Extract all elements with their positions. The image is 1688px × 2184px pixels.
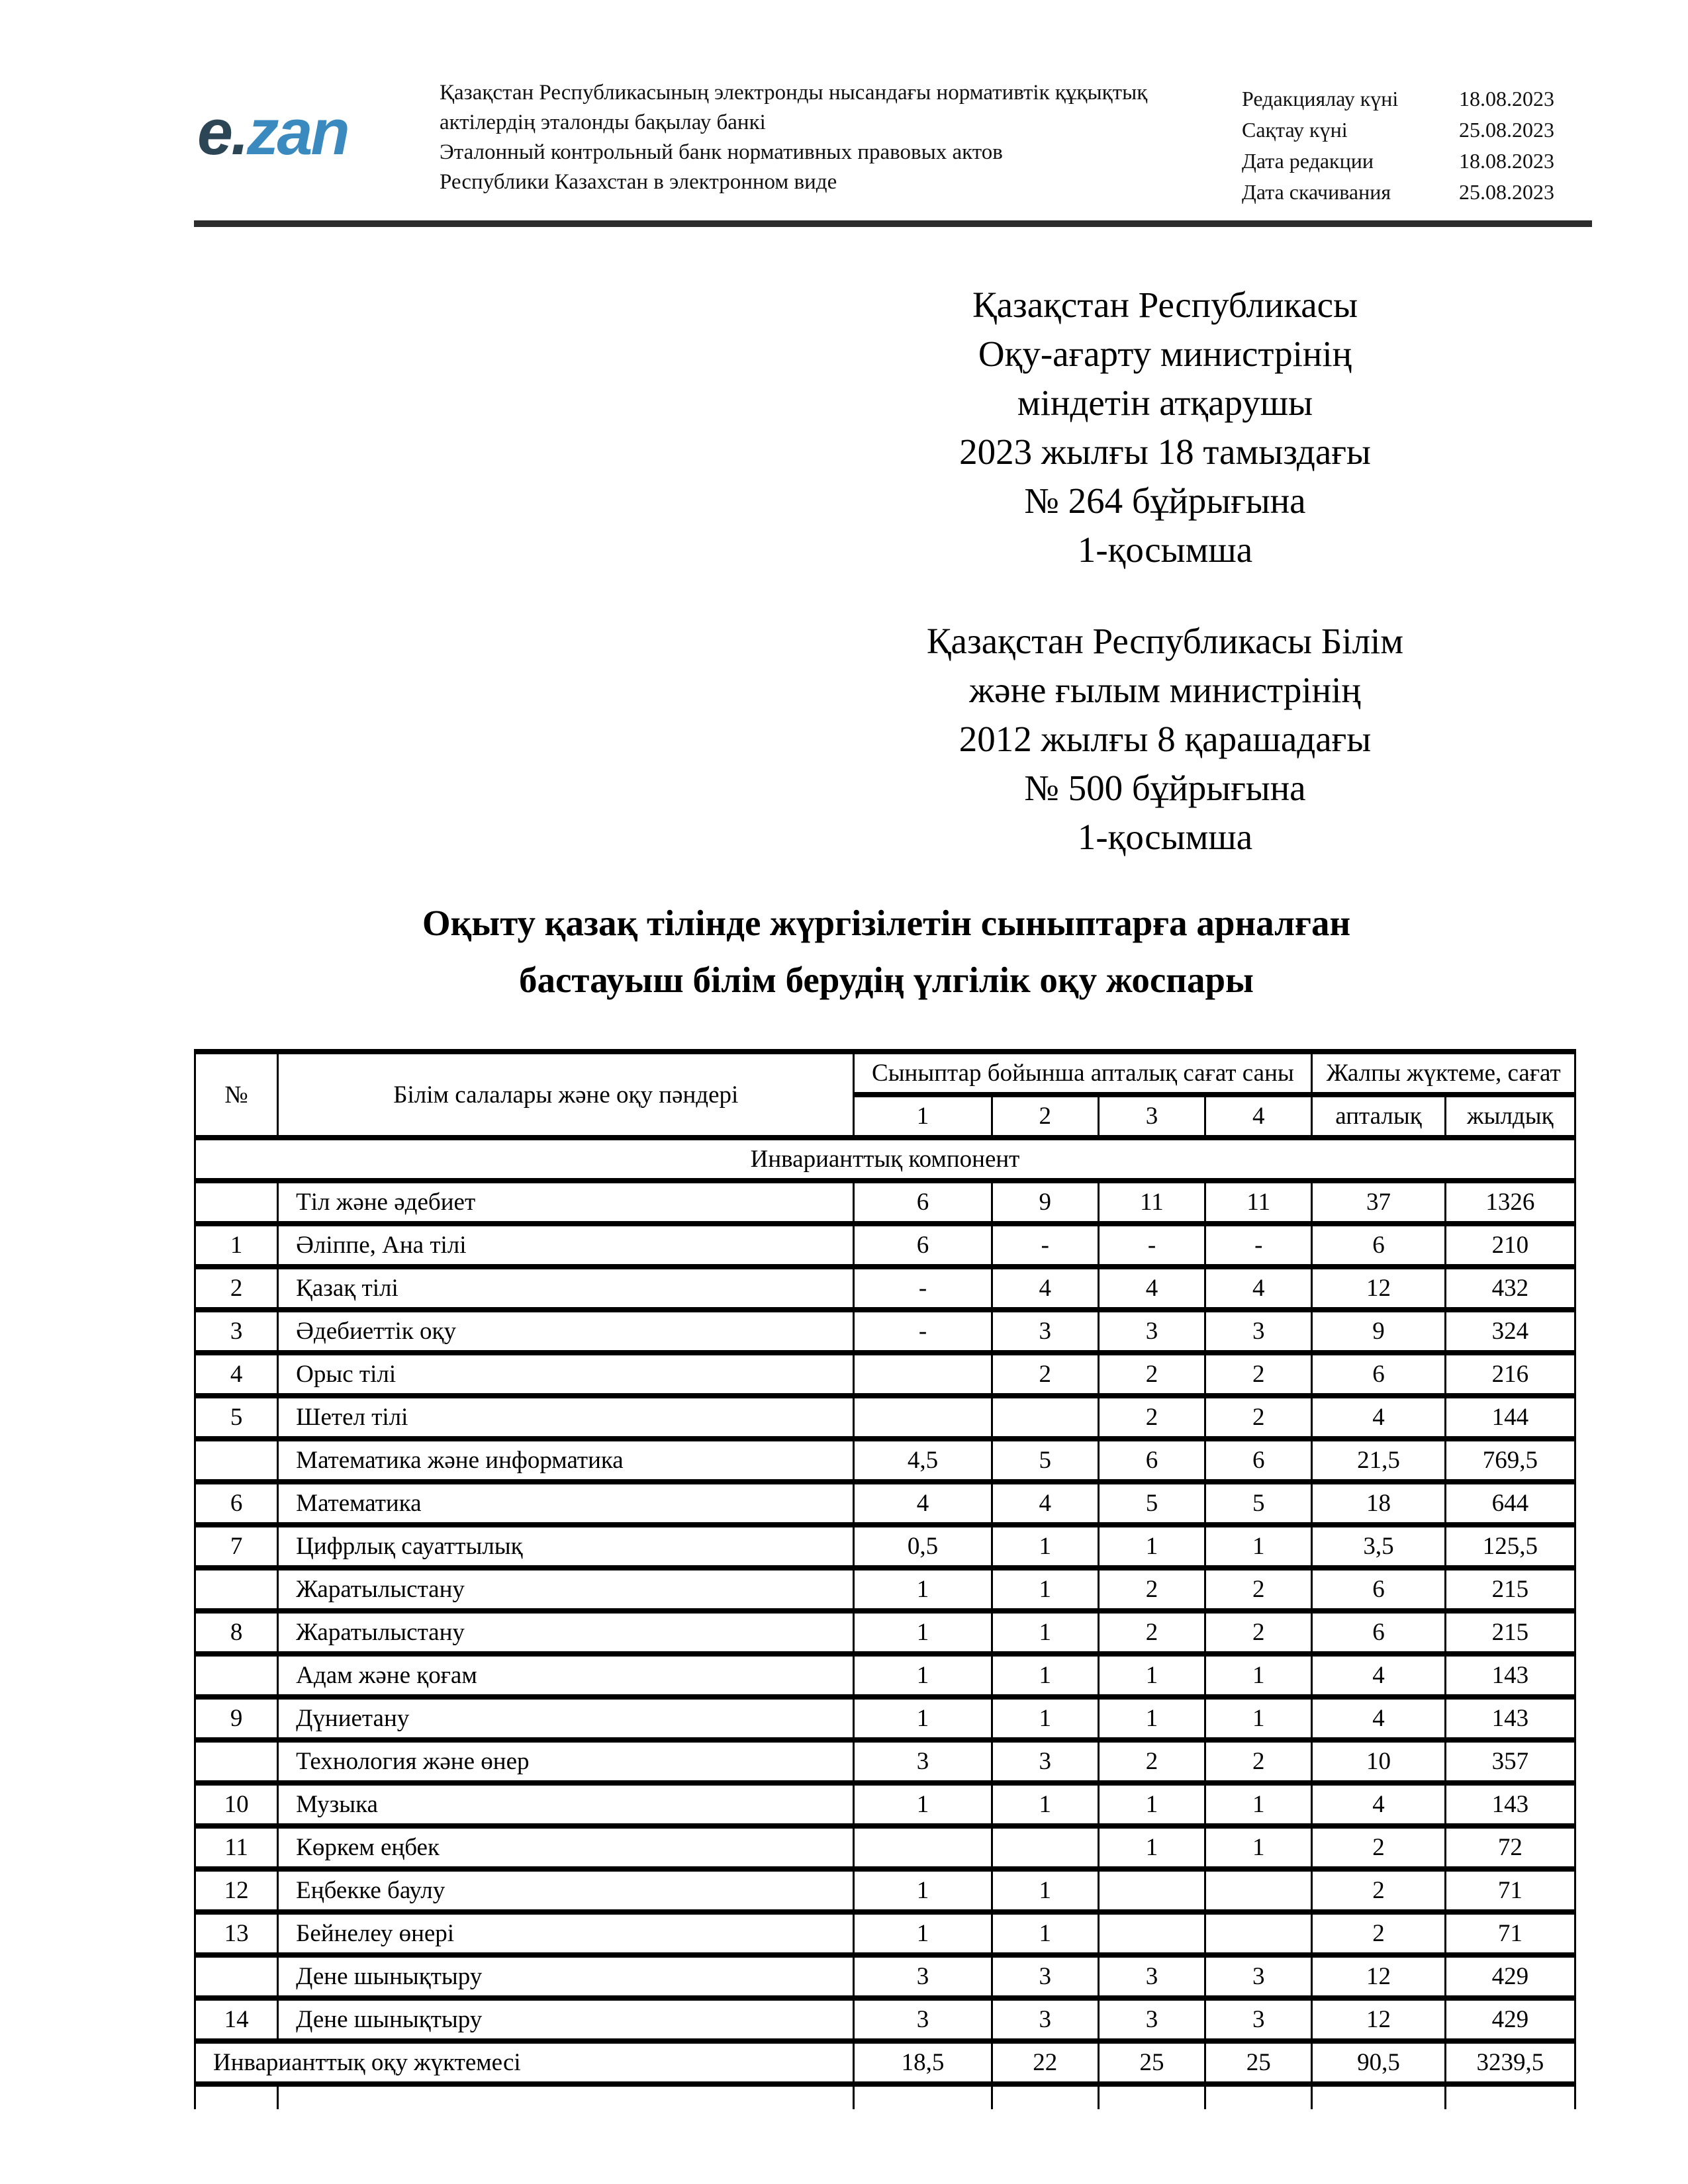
value-cell: 6 bbox=[854, 1224, 992, 1267]
value-cell: 6 bbox=[1312, 1353, 1445, 1396]
value-cell: 12 bbox=[1312, 1998, 1445, 2041]
subject-cell: Тіл және әдебиет bbox=[278, 1181, 854, 1224]
value-cell: 1 bbox=[992, 1611, 1098, 1654]
value-cell: 10 bbox=[1312, 1740, 1445, 1783]
row-num-cell bbox=[195, 1439, 278, 1482]
appendix-line: 1-қосымша bbox=[1077, 817, 1253, 857]
value-cell: 1 bbox=[854, 1611, 992, 1654]
row-num-cell: 9 bbox=[195, 1697, 278, 1740]
value-cell: 3 bbox=[992, 1998, 1098, 2041]
subject-cell: Орыс тілі bbox=[278, 1353, 854, 1396]
table-row bbox=[195, 1697, 1575, 1740]
total-value: 25 bbox=[1098, 2041, 1205, 2084]
bank-line: Республики Казахстан в электронном виде bbox=[440, 170, 837, 194]
value-cell: 21,5 bbox=[1312, 1439, 1445, 1482]
value-cell: 9 bbox=[1312, 1310, 1445, 1353]
value-cell: 3 bbox=[1205, 1955, 1312, 1998]
value-cell: 432 bbox=[1445, 1267, 1575, 1310]
value-cell: 2 bbox=[1098, 1396, 1205, 1439]
value-cell: 4 bbox=[1312, 1654, 1445, 1697]
table-row bbox=[195, 1826, 1575, 1869]
row-num-cell: 10 bbox=[195, 1783, 278, 1826]
value-cell: 2 bbox=[1098, 1740, 1205, 1783]
value-cell: 4 bbox=[1312, 1697, 1445, 1740]
value-cell: 1 bbox=[992, 1697, 1098, 1740]
value-cell: 0,5 bbox=[854, 1525, 992, 1568]
subject-cell: Математика bbox=[278, 1482, 854, 1525]
header-classes-group: Сыныптар бойынша апталық сағат саны bbox=[854, 1052, 1312, 1095]
value-cell: 1 bbox=[1205, 1654, 1312, 1697]
value-cell: 1 bbox=[992, 1654, 1098, 1697]
appendix-line: № 500 бұйрығына bbox=[1024, 768, 1306, 808]
value-cell: 1 bbox=[1205, 1525, 1312, 1568]
value-cell: 2 bbox=[1205, 1611, 1312, 1654]
title-line: бастауыш білім берудің үлгілік оқу жоспары bbox=[519, 960, 1254, 1000]
value-cell: 125,5 bbox=[1445, 1525, 1575, 1568]
value-cell: 3 bbox=[992, 1310, 1098, 1353]
curriculum-table bbox=[194, 1049, 1576, 2109]
appendix-line: 1-қосымша bbox=[1077, 529, 1253, 570]
value-cell: 1 bbox=[1098, 1826, 1205, 1869]
value-cell: 71 bbox=[1445, 1912, 1575, 1955]
appendix-line: 2023 жылғы 18 тамыздағы bbox=[959, 432, 1371, 472]
total-value: 22 bbox=[992, 2041, 1098, 2084]
value-cell: 9 bbox=[992, 1181, 1098, 1224]
table-row bbox=[195, 1439, 1575, 1482]
value-cell: 1 bbox=[992, 1525, 1098, 1568]
bank-line: актілердің эталонды бақылау банкі bbox=[440, 111, 766, 134]
header-num: № bbox=[195, 1052, 278, 1138]
total-label: Инварианттық оқу жүктемесі bbox=[195, 2041, 854, 2084]
value-cell: 357 bbox=[1445, 1740, 1575, 1783]
ezan-logo-zan: zan bbox=[246, 96, 348, 168]
value-cell: 4,5 bbox=[854, 1439, 992, 1482]
subject-cell: Адам және қоғам bbox=[278, 1654, 854, 1697]
dates-values bbox=[1459, 83, 1554, 208]
row-num-cell: 5 bbox=[195, 1396, 278, 1439]
value-cell: 6 bbox=[1312, 1611, 1445, 1654]
row-num-cell bbox=[195, 1654, 278, 1697]
value-cell: 3 bbox=[854, 1740, 992, 1783]
appendix-line: міндетін атқарушы bbox=[1017, 383, 1313, 423]
value-cell: 429 bbox=[1445, 1955, 1575, 1998]
header-yearly: жылдық bbox=[1445, 1095, 1575, 1138]
value-cell: 37 bbox=[1312, 1181, 1445, 1224]
row-num-cell: 2 bbox=[195, 1267, 278, 1310]
value-cell: 2 bbox=[1205, 1568, 1312, 1611]
value-cell: 1 bbox=[1098, 1525, 1205, 1568]
subject-cell: Жаратылыстану bbox=[278, 1568, 854, 1611]
bank-description bbox=[440, 78, 1147, 197]
value-cell: 2 bbox=[1205, 1396, 1312, 1439]
subject-cell: Технология және өнер bbox=[278, 1740, 854, 1783]
subject-cell: Еңбекке баулу bbox=[278, 1869, 854, 1912]
appendix-line: және ғылым министрінің bbox=[969, 670, 1361, 710]
value-cell: 6 bbox=[1205, 1439, 1312, 1482]
value-cell: 18 bbox=[1312, 1482, 1445, 1525]
table-row bbox=[195, 1568, 1575, 1611]
subject-cell: Дүниетану bbox=[278, 1697, 854, 1740]
value-cell: 4 bbox=[1098, 1267, 1205, 1310]
header-class-4: 4 bbox=[1205, 1095, 1312, 1138]
value-cell: 12 bbox=[1312, 1955, 1445, 1998]
value-cell: 1326 bbox=[1445, 1181, 1575, 1224]
value-cell: 6 bbox=[854, 1181, 992, 1224]
value-cell: 5 bbox=[992, 1439, 1098, 1482]
header-weekly: апталық bbox=[1312, 1095, 1445, 1138]
value-cell: 1 bbox=[992, 1568, 1098, 1611]
value-cell bbox=[992, 1826, 1098, 1869]
value-cell: - bbox=[1098, 1224, 1205, 1267]
value-cell: 1 bbox=[1205, 1826, 1312, 1869]
row-num-cell: 13 bbox=[195, 1912, 278, 1955]
table-row bbox=[195, 1482, 1575, 1525]
value-cell: 215 bbox=[1445, 1568, 1575, 1611]
value-cell bbox=[854, 1396, 992, 1439]
total-row bbox=[195, 2041, 1575, 2084]
row-num-cell: 8 bbox=[195, 1611, 278, 1654]
value-cell: 2 bbox=[1098, 1568, 1205, 1611]
value-cell: 215 bbox=[1445, 1611, 1575, 1654]
value-cell: 1 bbox=[854, 1568, 992, 1611]
row-num-cell: 7 bbox=[195, 1525, 278, 1568]
table-row bbox=[195, 1310, 1575, 1353]
table-row bbox=[195, 1181, 1575, 1224]
value-cell: 2 bbox=[1312, 1912, 1445, 1955]
value-cell: 6 bbox=[1312, 1224, 1445, 1267]
table-row bbox=[195, 1740, 1575, 1783]
value-cell: 1 bbox=[992, 1869, 1098, 1912]
date-label: Сақтау күні bbox=[1242, 118, 1348, 142]
value-cell: 1 bbox=[854, 1912, 992, 1955]
value-cell bbox=[1205, 1912, 1312, 1955]
value-cell: 143 bbox=[1445, 1654, 1575, 1697]
ezan-logo-e: e. bbox=[197, 96, 247, 168]
subject-cell: Бейнелеу өнері bbox=[278, 1912, 854, 1955]
value-cell: 1 bbox=[1098, 1697, 1205, 1740]
row-num-cell bbox=[195, 1740, 278, 1783]
row-num-cell: 3 bbox=[195, 1310, 278, 1353]
value-cell bbox=[854, 1353, 992, 1396]
header-class-1: 1 bbox=[854, 1095, 992, 1138]
curriculum-table-footer bbox=[195, 2041, 1575, 2109]
value-cell: 2 bbox=[1312, 1826, 1445, 1869]
table-continuation-stub bbox=[195, 2084, 1575, 2109]
value-cell: 12 bbox=[1312, 1267, 1445, 1310]
value-cell: 2 bbox=[1098, 1611, 1205, 1654]
table-row bbox=[195, 1783, 1575, 1826]
value-cell: 6 bbox=[1312, 1568, 1445, 1611]
table-row bbox=[195, 1396, 1575, 1439]
value-cell: 1 bbox=[854, 1869, 992, 1912]
row-num-cell: 12 bbox=[195, 1869, 278, 1912]
total-value: 90,5 bbox=[1312, 2041, 1445, 2084]
appendix-block-1 bbox=[761, 281, 1569, 574]
value-cell: - bbox=[854, 1267, 992, 1310]
table-row bbox=[195, 1912, 1575, 1955]
value-cell bbox=[1205, 1869, 1312, 1912]
value-cell: 216 bbox=[1445, 1353, 1575, 1396]
date-value: 25.08.2023 bbox=[1459, 118, 1554, 142]
date-label: Дата редакции bbox=[1242, 149, 1374, 173]
subject-cell: Көркем еңбек bbox=[278, 1826, 854, 1869]
value-cell: 11 bbox=[1098, 1181, 1205, 1224]
table-row bbox=[195, 1869, 1575, 1912]
value-cell bbox=[854, 1826, 992, 1869]
section-label: Инварианттық компонент bbox=[195, 1138, 1575, 1181]
value-cell: - bbox=[1205, 1224, 1312, 1267]
value-cell bbox=[992, 1396, 1098, 1439]
value-cell: 429 bbox=[1445, 1998, 1575, 2041]
value-cell: 3 bbox=[1098, 1955, 1205, 1998]
row-num-cell: 4 bbox=[195, 1353, 278, 1396]
row-num-cell bbox=[195, 1568, 278, 1611]
value-cell: 3 bbox=[1098, 1310, 1205, 1353]
value-cell: 2 bbox=[1312, 1869, 1445, 1912]
subject-cell: Дене шынықтыру bbox=[278, 1955, 854, 1998]
date-value: 25.08.2023 bbox=[1459, 180, 1554, 204]
header-total-group: Жалпы жүктеме, сағат bbox=[1312, 1052, 1575, 1095]
subject-cell: Музыка bbox=[278, 1783, 854, 1826]
value-cell: 144 bbox=[1445, 1396, 1575, 1439]
value-cell: 5 bbox=[1205, 1482, 1312, 1525]
appendix-line: 2012 жылғы 8 қарашадағы bbox=[959, 719, 1372, 759]
value-cell: 1 bbox=[1205, 1783, 1312, 1826]
value-cell: 71 bbox=[1445, 1869, 1575, 1912]
table-row bbox=[195, 1267, 1575, 1310]
subject-cell: Дене шынықтыру bbox=[278, 1998, 854, 2041]
value-cell: 1 bbox=[1205, 1697, 1312, 1740]
value-cell bbox=[1098, 1869, 1205, 1912]
value-cell: 2 bbox=[992, 1353, 1098, 1396]
value-cell: 644 bbox=[1445, 1482, 1575, 1525]
value-cell: 3 bbox=[1205, 1310, 1312, 1353]
value-cell: 6 bbox=[1098, 1439, 1205, 1482]
bank-line: Қазақстан Республикасының электронды нысандағы нормативтік құқықтық bbox=[440, 81, 1148, 105]
subject-cell: Әдебиеттік оқу bbox=[278, 1310, 854, 1353]
table-row bbox=[195, 1353, 1575, 1396]
value-cell: 1 bbox=[854, 1697, 992, 1740]
subject-cell: Цифрлық сауаттылық bbox=[278, 1525, 854, 1568]
value-cell: 3 bbox=[992, 1740, 1098, 1783]
value-cell: 3,5 bbox=[1312, 1525, 1445, 1568]
value-cell: 3 bbox=[992, 1955, 1098, 1998]
row-num-cell: 6 bbox=[195, 1482, 278, 1525]
value-cell: 4 bbox=[1205, 1267, 1312, 1310]
appendix-block-2 bbox=[761, 617, 1569, 862]
subject-cell: Жаратылыстану bbox=[278, 1611, 854, 1654]
value-cell: 143 bbox=[1445, 1697, 1575, 1740]
subject-cell: Қазақ тілі bbox=[278, 1267, 854, 1310]
value-cell: 1 bbox=[992, 1783, 1098, 1826]
date-value: 18.08.2023 bbox=[1459, 149, 1554, 173]
bank-line: Эталонный контрольный банк нормативных правовых актов bbox=[440, 140, 1003, 164]
appendix-line: Оқу-ағарту министрінің bbox=[978, 334, 1352, 374]
value-cell: 3 bbox=[854, 1955, 992, 1998]
value-cell: 3 bbox=[1205, 1998, 1312, 2041]
total-value: 3239,5 bbox=[1445, 2041, 1575, 2084]
header-divider-rule bbox=[194, 220, 1592, 227]
value-cell: 2 bbox=[1098, 1353, 1205, 1396]
ezan-logo bbox=[197, 96, 348, 168]
appendix-line: № 264 бұйрығына bbox=[1024, 480, 1306, 521]
value-cell: 2 bbox=[1205, 1353, 1312, 1396]
value-cell: 143 bbox=[1445, 1783, 1575, 1826]
value-cell: 210 bbox=[1445, 1224, 1575, 1267]
document-title bbox=[194, 895, 1579, 1009]
value-cell: - bbox=[992, 1224, 1098, 1267]
total-value: 18,5 bbox=[854, 2041, 992, 2084]
subject-cell: Әліппе, Ана тілі bbox=[278, 1224, 854, 1267]
subject-cell: Шетел тілі bbox=[278, 1396, 854, 1439]
value-cell: 1 bbox=[1098, 1783, 1205, 1826]
value-cell: 72 bbox=[1445, 1826, 1575, 1869]
appendix-line: Қазақстан Республикасы Білім bbox=[926, 621, 1404, 661]
table-row bbox=[195, 1525, 1575, 1568]
value-cell bbox=[1098, 1912, 1205, 1955]
value-cell: - bbox=[854, 1310, 992, 1353]
section-row bbox=[195, 1138, 1575, 1181]
header-class-2: 2 bbox=[992, 1095, 1098, 1138]
row-num-cell: 14 bbox=[195, 1998, 278, 2041]
value-cell: 769,5 bbox=[1445, 1439, 1575, 1482]
value-cell: 4 bbox=[854, 1482, 992, 1525]
table-row bbox=[195, 1224, 1575, 1267]
date-label: Дата скачивания bbox=[1242, 180, 1391, 204]
value-cell: 5 bbox=[1098, 1482, 1205, 1525]
value-cell: 11 bbox=[1205, 1181, 1312, 1224]
row-num-cell bbox=[195, 1181, 278, 1224]
table-row bbox=[195, 1998, 1575, 2041]
table-header-row-1 bbox=[195, 1052, 1575, 1095]
table-row bbox=[195, 1611, 1575, 1654]
value-cell: 1 bbox=[854, 1654, 992, 1697]
title-line: Оқыту қазақ тілінде жүргізілетін сыныптарға арналған bbox=[422, 903, 1351, 943]
value-cell: 4 bbox=[1312, 1396, 1445, 1439]
table-row bbox=[195, 1654, 1575, 1697]
subject-cell: Математика және информатика bbox=[278, 1439, 854, 1482]
row-num-cell bbox=[195, 1955, 278, 1998]
header-class-3: 3 bbox=[1098, 1095, 1205, 1138]
curriculum-table-body bbox=[195, 1138, 1575, 2041]
value-cell: 1 bbox=[854, 1783, 992, 1826]
value-cell: 4 bbox=[992, 1267, 1098, 1310]
header-subject: Білім салалары және оқу пәндері bbox=[278, 1052, 854, 1138]
total-value: 25 bbox=[1205, 2041, 1312, 2084]
date-label: Редакциялау күні bbox=[1242, 87, 1399, 111]
dates-labels bbox=[1242, 83, 1398, 208]
row-num-cell: 1 bbox=[195, 1224, 278, 1267]
appendix-line: Қазақстан Республикасы bbox=[972, 285, 1358, 325]
row-num-cell: 11 bbox=[195, 1826, 278, 1869]
value-cell: 1 bbox=[1098, 1654, 1205, 1697]
value-cell: 4 bbox=[1312, 1783, 1445, 1826]
table-row bbox=[195, 1955, 1575, 1998]
value-cell: 3 bbox=[1098, 1998, 1205, 2041]
value-cell: 4 bbox=[992, 1482, 1098, 1525]
value-cell: 324 bbox=[1445, 1310, 1575, 1353]
date-value: 18.08.2023 bbox=[1459, 87, 1554, 111]
value-cell: 1 bbox=[992, 1912, 1098, 1955]
value-cell: 2 bbox=[1205, 1740, 1312, 1783]
value-cell: 3 bbox=[854, 1998, 992, 2041]
